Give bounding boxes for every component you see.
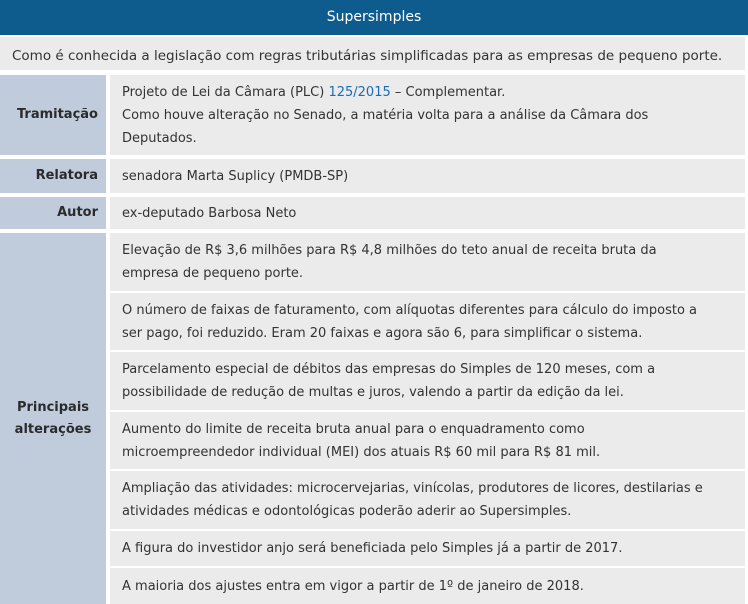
- infobox-title: Supersimples: [0, 0, 748, 35]
- alteracao-line: ser pago, foi reduzido. Eram 20 faixas e agora são 6, para simplificar o sistema.: [122, 325, 643, 341]
- tramitacao-line-3: Deputados.: [122, 130, 197, 146]
- alteracao-line: atividades médicas e odontológicas poderão aderir ao Supersimples.: [122, 504, 572, 519]
- alteracao-item: [110, 471, 745, 529]
- alteracao-line: possibilidade de redução de multas e juros, valendo a partir da edição da lei.: [122, 385, 624, 400]
- tramitacao-value: [110, 75, 745, 155]
- infobox-description: Como é conhecida a legislação com regras tributárias simplificadas para as empresas de pequeno porte.: [0, 37, 745, 71]
- alteracao-line: Elevação de R$ 3,6 milhões para R$ 4,8 milhões do teto anual de receita bruta da: [122, 243, 657, 258]
- alteracao-line: O número de faixas de faturamento, com alíquotas diferentes para cálculo do imposto a: [122, 302, 697, 318]
- alteracao-line: Aumento do limite de receita bruta anual para o enquadramento como: [122, 421, 585, 437]
- alteracao-item: [110, 352, 745, 410]
- alteracao-line: A figura do investidor anjo será beneficiada pelo Simples já a partir de 2017.: [122, 541, 623, 556]
- alteracao-line: A maioria dos ajustes entra em vigor a partir de 1º de janeiro de 2018.: [122, 578, 584, 594]
- tramitacao-suffix: – Complementar.: [394, 84, 506, 100]
- alteracoes-label-line-2: alterações: [14, 421, 92, 437]
- tramitacao-label: Tramitação: [0, 75, 106, 155]
- alteracoes-label-line-1: Principais: [16, 399, 90, 415]
- alteracao-item: [110, 531, 745, 566]
- relatora-value: senadora Marta Suplicy (PMDB-SP): [110, 159, 745, 193]
- autor-value: ex-deputado Barbosa Neto: [110, 197, 745, 229]
- plc-link[interactable]: 125/2015: [328, 84, 391, 100]
- tramitacao-line-2: Como houve alteração no Senado, a matéria volta para a análise da Câmara dos: [122, 107, 649, 123]
- alteracao-line: Parcelamento especial de débitos das empresas do Simples de 120 meses, com a: [122, 362, 656, 377]
- principais-alteracoes-label: [0, 233, 106, 604]
- tramitacao-line-1: [122, 81, 733, 104]
- relatora-label: Relatora: [0, 159, 106, 193]
- alteracao-line: empresa de pequeno porte.: [122, 266, 304, 281]
- autor-label: Autor: [0, 197, 106, 229]
- alteracao-item: [110, 568, 745, 604]
- tramitacao-prefix: Projeto de Lei da Câmara (PLC): [122, 84, 325, 100]
- alteracao-line: microempreendedor individual (MEI) dos atuais R$ 60 mil para R$ 81 mil.: [122, 444, 601, 460]
- alteracao-item: [110, 233, 745, 291]
- alteracao-line: Ampliação das atividades: microcervejarias, vinícolas, produtores de licores, destilarias e: [122, 481, 703, 496]
- alteracao-item: [110, 293, 745, 350]
- alteracao-item: [110, 412, 745, 469]
